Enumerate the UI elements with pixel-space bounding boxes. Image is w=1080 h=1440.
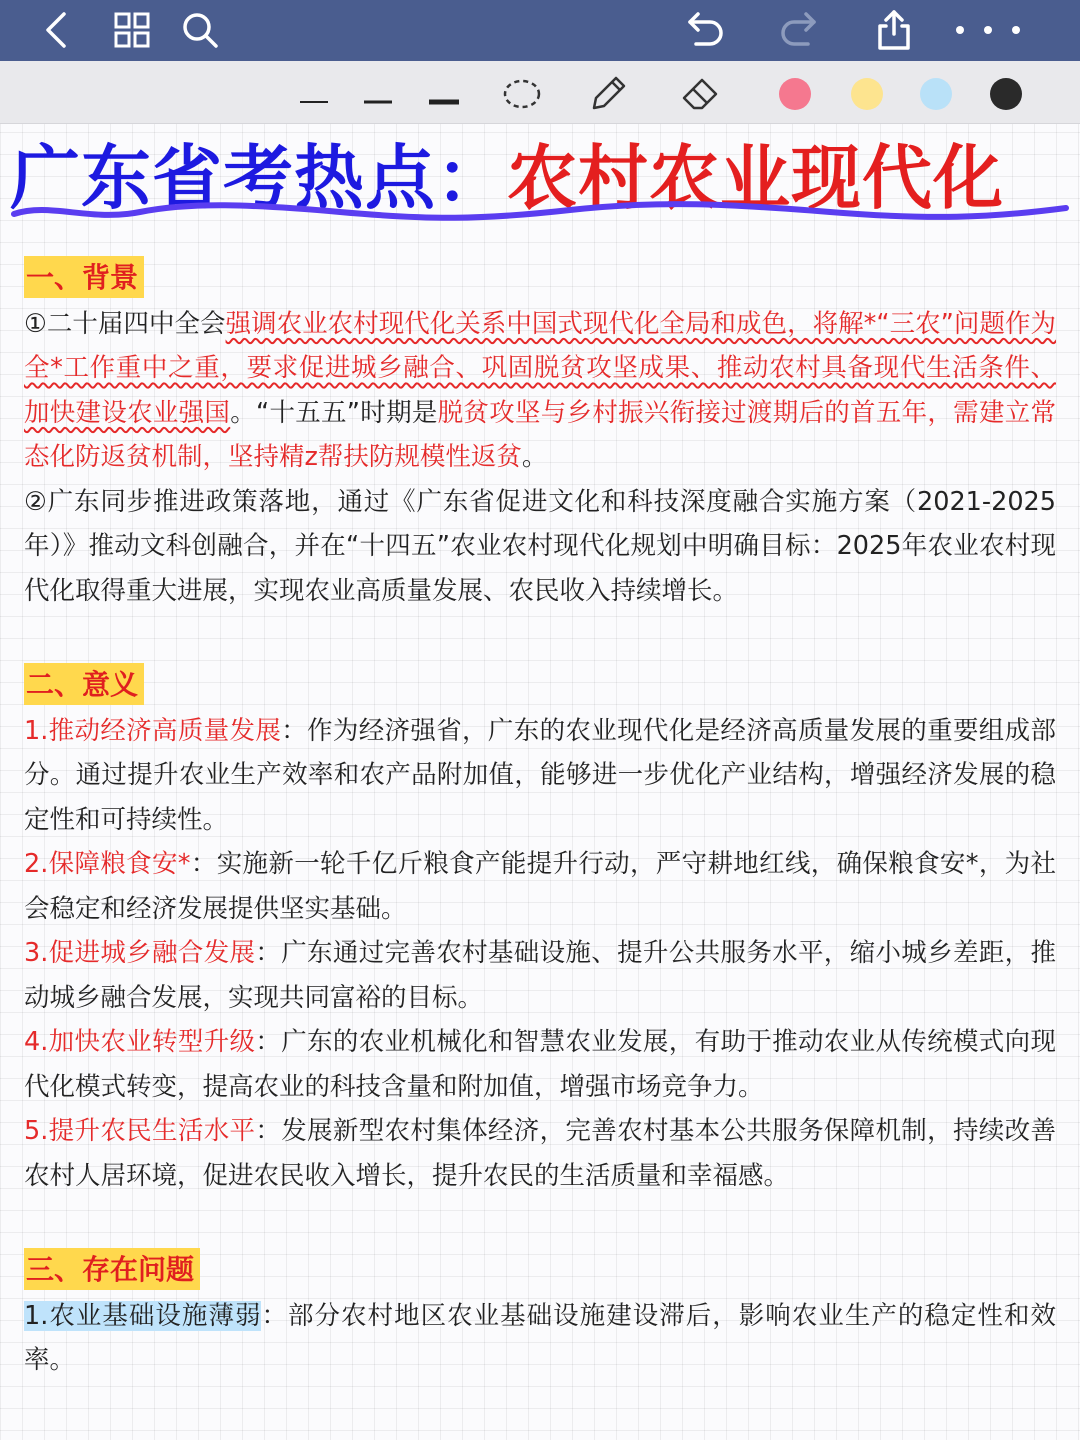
search-icon[interactable] — [178, 8, 222, 52]
title-part-2: 农村农业现代化 — [507, 136, 1004, 219]
significance-item-label: 1.推动经济高质量发展 — [24, 715, 282, 746]
note-content — [24, 250, 1056, 1383]
back-icon[interactable] — [36, 8, 80, 52]
thin-line-tool[interactable] — [292, 70, 336, 114]
significance-item-text: ：发展新型农村集体经济，完善农村基本公共服务保障机制，持续改善农村人居环境，促进农民收入增长，提升农民的生活质量和幸福感。 — [24, 1116, 1056, 1191]
background-paragraph-1 — [24, 302, 1056, 480]
significance-item-text: ：广东的农业机械化和智慧农业发展，有助于推动农业从传统模式向现代化模式转变，提高农业的科技含量和附加值，增强市场竞争力。 — [24, 1027, 1056, 1102]
more-icon[interactable] — [950, 8, 1030, 52]
p1-prefix: ①二十届四中全会 — [24, 308, 226, 339]
yellow-color-swatch[interactable] — [851, 78, 883, 110]
p1-red-text: 脱贫攻坚与乡村振兴衔接过渡期后的首五年，需建立常态化防返贫机制，坚持精z帮扶防规模性返贫 — [24, 397, 1056, 472]
section-heading-problems: 三、存在问题 — [24, 1248, 200, 1290]
significance-item — [24, 931, 1056, 1020]
significance-item — [24, 1020, 1056, 1109]
drawing-toolbar — [0, 61, 1080, 124]
significance-item-text: ：作为经济强省，广东的农业现代化是经济高质量发展的重要组成部分。通过提升农业生产效率和农产品附加值，能够进一步优化产业结构，增强经济发展的稳定性和可持续性。 — [24, 715, 1056, 835]
title-part-1: 广东省考热点： — [10, 136, 507, 219]
significance-item-label: 5.提升农民生活水平 — [24, 1116, 256, 1146]
significance-item — [24, 1109, 1056, 1198]
p1-mid: 。“十五五”时期是 — [230, 397, 438, 428]
top-navigation-bar — [0, 0, 1080, 61]
significance-item-text: ：广东通过完善农村基础设施、提升公共服务水平，缩小城乡差距，推动城乡融合发展，实现共同富裕的目标。 — [24, 938, 1056, 1013]
pencil-icon[interactable] — [586, 70, 630, 114]
p1-wavy-highlight: 强调农业农村现代化关系中国式现代化全局和成色，将解*“三农”问题作为全*工作重中之重，要求促进城乡融合、巩固脱贫攻坚成果、推动农村具备现代生活条件、加快建设农业强国 — [24, 308, 1056, 428]
share-icon[interactable] — [872, 8, 916, 52]
black-color-swatch[interactable] — [990, 78, 1022, 110]
title-wavy-underline — [10, 198, 1070, 224]
significance-item-label: 3.促进城乡融合发展 — [24, 938, 256, 968]
medium-line-tool[interactable] — [356, 70, 400, 114]
significance-item — [24, 842, 1056, 931]
significance-item-label: 2.保障粮食安* — [24, 849, 191, 879]
background-paragraph-2: ②广东同步推进政策落地，通过《广东省促进文化和科技深度融合实施方案（2021-2025年）》推动文科创融合，并在“十四五”农业农村现代化规划中明确目标：2025年农业农村现代化取得重大进展，实现农业高质量发展、农民收入持续增长。 — [24, 486, 1056, 606]
problem-item-text: ：部分农村地区农业基础设施建设滞后，影响农业生产的稳定性和效率。 — [24, 1300, 1056, 1375]
significance-item-label: 4.加快农业转型升级 — [24, 1027, 256, 1057]
thick-line-tool[interactable] — [422, 70, 466, 114]
significance-item-text: ：实施新一轮千亿斤粮食产能提升行动，严守耕地红线，确保粮食安*，为社会稳定和经济发展提供坚实基础。 — [24, 849, 1056, 924]
section-heading-background: 一、背景 — [24, 256, 144, 298]
undo-icon[interactable] — [684, 8, 728, 52]
pink-color-swatch[interactable] — [779, 78, 811, 110]
eraser-icon[interactable] — [678, 70, 722, 114]
grid-icon[interactable] — [110, 8, 154, 52]
lasso-icon[interactable] — [500, 70, 544, 114]
section-heading-significance: 二、意义 — [24, 663, 144, 705]
problem-item — [24, 1294, 1056, 1383]
p1-end: 。 — [521, 442, 548, 472]
light-blue-color-swatch[interactable] — [920, 78, 952, 110]
redo-icon[interactable] — [776, 8, 820, 52]
significance-item — [24, 709, 1056, 843]
problem-item-label: 1.农业基础设施薄弱 — [24, 1300, 262, 1331]
